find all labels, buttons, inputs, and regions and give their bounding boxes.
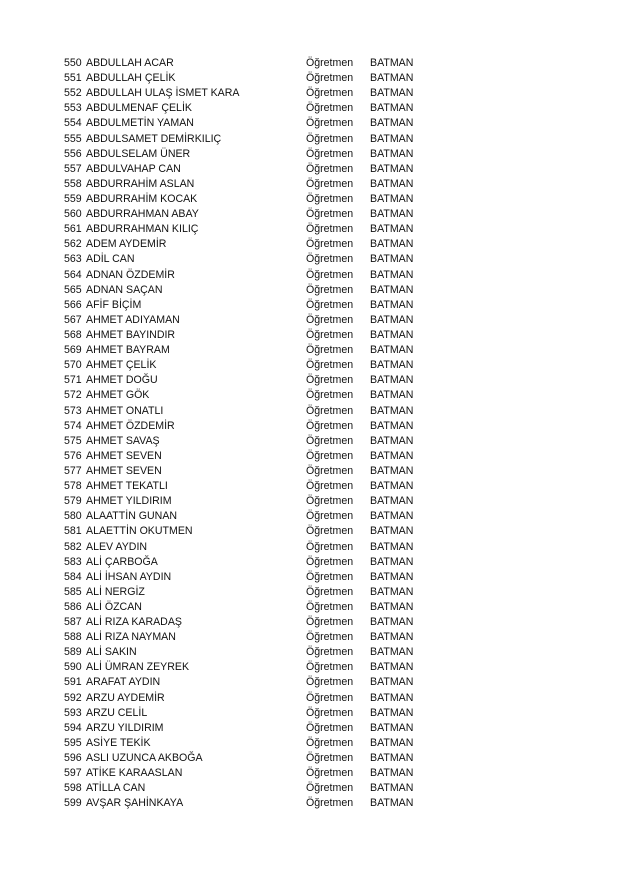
person-name: ABDURRAHMAN ABAY <box>86 208 199 221</box>
person-name: ALİ ÇARBOĞA <box>86 555 158 568</box>
city: BATMAN <box>370 434 414 447</box>
list-row <box>0 464 620 479</box>
list-row <box>0 132 620 147</box>
city: BATMAN <box>370 585 414 598</box>
person-name: ALİ İHSAN AYDIN <box>86 570 172 583</box>
city: BATMAN <box>370 162 414 175</box>
person-name: ABDULLAH ACAR <box>86 57 174 69</box>
row-number: 589 <box>64 646 82 659</box>
list-row <box>0 313 620 328</box>
city: BATMAN <box>370 87 414 100</box>
role: Öğretmen <box>306 132 354 145</box>
role: Öğretmen <box>306 374 354 387</box>
city: BATMAN <box>370 767 414 780</box>
row-number: 564 <box>64 268 82 281</box>
city: BATMAN <box>370 510 414 523</box>
person-name: AHMET ADIYAMAN <box>86 313 180 326</box>
role: Öğretmen <box>306 344 354 357</box>
person-name: ABDULLAH ÇELİK <box>86 72 176 85</box>
row-number: 557 <box>64 162 82 175</box>
list-row <box>0 283 620 298</box>
person-name: AHMET BAYRAM <box>86 344 170 357</box>
person-name: AHMET ONATLI <box>86 404 164 417</box>
row-number: 556 <box>64 147 82 160</box>
row-number: 562 <box>64 238 82 251</box>
city: BATMAN <box>370 132 414 145</box>
city: BATMAN <box>370 359 414 372</box>
city: BATMAN <box>370 72 414 85</box>
role: Öğretmen <box>306 208 354 221</box>
list-row <box>0 358 620 373</box>
teacher-list <box>0 56 620 811</box>
row-number: 570 <box>64 359 82 372</box>
list-row <box>0 691 620 706</box>
city: BATMAN <box>370 374 414 387</box>
list-row <box>0 630 620 645</box>
person-name: ATİKE KARAASLAN <box>86 767 183 780</box>
row-number: 555 <box>64 132 82 145</box>
person-name: ADİL CAN <box>86 253 135 266</box>
list-row <box>0 207 620 222</box>
list-row <box>0 585 620 600</box>
person-name: ALİ NERGİZ <box>86 585 145 598</box>
role: Öğretmen <box>306 253 354 266</box>
role: Öğretmen <box>306 570 354 583</box>
list-row <box>0 434 620 449</box>
row-number: 554 <box>64 117 82 130</box>
row-number: 558 <box>64 177 82 190</box>
person-name: ABDULSAMET DEMİRKILIÇ <box>86 132 222 145</box>
city: BATMAN <box>370 464 414 477</box>
role: Öğretmen <box>306 434 354 447</box>
list-row <box>0 237 620 252</box>
city: BATMAN <box>370 223 414 236</box>
city: BATMAN <box>370 555 414 568</box>
city: BATMAN <box>370 102 414 115</box>
row-number: 598 <box>64 782 82 795</box>
city: BATMAN <box>370 404 414 417</box>
person-name: ABDULVAHAP CAN <box>86 162 181 175</box>
list-row <box>0 796 620 811</box>
role: Öğretmen <box>306 102 354 115</box>
list-row <box>0 615 620 630</box>
role: Öğretmen <box>306 117 354 130</box>
list-row <box>0 222 620 237</box>
person-name: ABDULMENAF ÇELİK <box>86 102 192 115</box>
list-row <box>0 86 620 101</box>
list-row <box>0 570 620 585</box>
city: BATMAN <box>370 646 414 659</box>
list-row <box>0 540 620 555</box>
role: Öğretmen <box>306 540 354 553</box>
person-name: ASLI UZUNCA AKBOĞA <box>86 752 203 765</box>
role: Öğretmen <box>306 525 354 538</box>
role: Öğretmen <box>306 419 354 432</box>
list-row <box>0 192 620 207</box>
role: Öğretmen <box>306 449 354 462</box>
row-number: 559 <box>64 192 82 205</box>
role: Öğretmen <box>306 736 354 749</box>
role: Öğretmen <box>306 177 354 190</box>
city: BATMAN <box>370 797 414 810</box>
role: Öğretmen <box>306 162 354 175</box>
list-row <box>0 721 620 736</box>
city: BATMAN <box>370 752 414 765</box>
role: Öğretmen <box>306 661 354 674</box>
row-number: 561 <box>64 223 82 236</box>
row-number: 595 <box>64 736 82 749</box>
person-name: ARAFAT AYDIN <box>86 676 161 689</box>
role: Öğretmen <box>306 495 354 508</box>
person-name: ABDURRAHİM KOCAK <box>86 192 198 205</box>
list-row <box>0 252 620 267</box>
row-number: 581 <box>64 525 82 538</box>
list-row <box>0 509 620 524</box>
city: BATMAN <box>370 570 414 583</box>
list-row <box>0 524 620 539</box>
city: BATMAN <box>370 449 414 462</box>
city: BATMAN <box>370 344 414 357</box>
role: Öğretmen <box>306 87 354 100</box>
list-row <box>0 600 620 615</box>
city: BATMAN <box>370 147 414 160</box>
city: BATMAN <box>370 600 414 613</box>
list-row <box>0 101 620 116</box>
role: Öğretmen <box>306 313 354 326</box>
city: BATMAN <box>370 192 414 205</box>
city: BATMAN <box>370 782 414 795</box>
role: Öğretmen <box>306 480 354 493</box>
row-number: 592 <box>64 691 82 704</box>
list-row <box>0 147 620 162</box>
role: Öğretmen <box>306 72 354 85</box>
person-name: ABDURRAHİM ASLAN <box>86 177 195 190</box>
person-name: AHMET ÖZDEMİR <box>86 419 175 432</box>
person-name: AHMET SEVEN <box>86 449 162 462</box>
role: Öğretmen <box>306 223 354 236</box>
list-row <box>0 479 620 494</box>
person-name: ABDULLAH ULAŞ İSMET KARA <box>86 87 240 100</box>
role: Öğretmen <box>306 238 354 251</box>
role: Öğretmen <box>306 631 354 644</box>
list-row <box>0 298 620 313</box>
row-number: 550 <box>64 57 82 69</box>
row-number: 578 <box>64 480 82 493</box>
row-number: 571 <box>64 374 82 387</box>
row-number: 567 <box>64 313 82 326</box>
list-row <box>0 328 620 343</box>
role: Öğretmen <box>306 464 354 477</box>
city: BATMAN <box>370 283 414 296</box>
list-row <box>0 555 620 570</box>
row-number: 563 <box>64 253 82 266</box>
row-number: 560 <box>64 208 82 221</box>
role: Öğretmen <box>306 706 354 719</box>
person-name: ABDULSELAM ÜNER <box>86 147 191 160</box>
row-number: 553 <box>64 102 82 115</box>
row-number: 569 <box>64 344 82 357</box>
row-number: 583 <box>64 555 82 568</box>
person-name: ABDURRAHMAN KILIÇ <box>86 223 199 236</box>
city: BATMAN <box>370 480 414 493</box>
row-number: 588 <box>64 631 82 644</box>
list-row <box>0 343 620 358</box>
list-row <box>0 706 620 721</box>
row-number: 576 <box>64 449 82 462</box>
role: Öğretmen <box>306 57 354 69</box>
city: BATMAN <box>370 419 414 432</box>
list-row <box>0 675 620 690</box>
city: BATMAN <box>370 616 414 629</box>
person-name: ALAETTİN OKUTMEN <box>86 525 193 538</box>
row-number: 552 <box>64 87 82 100</box>
city: BATMAN <box>370 721 414 734</box>
person-name: ALEV AYDIN <box>86 540 148 553</box>
row-number: 551 <box>64 72 82 85</box>
role: Öğretmen <box>306 585 354 598</box>
list-row <box>0 751 620 766</box>
person-name: ADEM AYDEMİR <box>86 238 167 251</box>
list-row <box>0 494 620 509</box>
row-number: 593 <box>64 706 82 719</box>
city: BATMAN <box>370 661 414 674</box>
row-number: 573 <box>64 404 82 417</box>
list-row <box>0 404 620 419</box>
person-name: AFİF BİÇİM <box>86 298 142 311</box>
role: Öğretmen <box>306 691 354 704</box>
person-name: ALİ SAKIN <box>86 646 137 659</box>
person-name: AHMET YILDIRIM <box>86 495 172 508</box>
role: Öğretmen <box>306 797 354 810</box>
row-number: 568 <box>64 328 82 341</box>
list-row <box>0 56 620 71</box>
role: Öğretmen <box>306 782 354 795</box>
city: BATMAN <box>370 238 414 251</box>
row-number: 584 <box>64 570 82 583</box>
person-name: AHMET ÇELİK <box>86 359 157 372</box>
list-row <box>0 766 620 781</box>
city: BATMAN <box>370 57 414 69</box>
role: Öğretmen <box>306 752 354 765</box>
role: Öğretmen <box>306 510 354 523</box>
row-number: 590 <box>64 661 82 674</box>
role: Öğretmen <box>306 328 354 341</box>
role: Öğretmen <box>306 268 354 281</box>
row-number: 575 <box>64 434 82 447</box>
city: BATMAN <box>370 117 414 130</box>
role: Öğretmen <box>306 283 354 296</box>
person-name: ALAATTİN GUNAN <box>86 510 178 523</box>
person-name: ABDULMETİN YAMAN <box>86 117 194 130</box>
person-name: ARZU CELİL <box>86 706 148 719</box>
row-number: 580 <box>64 510 82 523</box>
row-number: 577 <box>64 464 82 477</box>
person-name: ATİLLA CAN <box>86 782 146 795</box>
person-name: ARZU YILDIRIM <box>86 721 164 734</box>
person-name: ALİ RIZA KARADAŞ <box>86 616 182 629</box>
city: BATMAN <box>370 706 414 719</box>
row-number: 596 <box>64 752 82 765</box>
row-number: 594 <box>64 721 82 734</box>
row-number: 586 <box>64 600 82 613</box>
role: Öğretmen <box>306 298 354 311</box>
person-name: AHMET GÖK <box>86 389 150 402</box>
row-number: 566 <box>64 298 82 311</box>
list-row <box>0 645 620 660</box>
role: Öğretmen <box>306 404 354 417</box>
role: Öğretmen <box>306 389 354 402</box>
city: BATMAN <box>370 525 414 538</box>
role: Öğretmen <box>306 192 354 205</box>
person-name: AHMET TEKATLI <box>86 480 168 493</box>
city: BATMAN <box>370 540 414 553</box>
role: Öğretmen <box>306 676 354 689</box>
role: Öğretmen <box>306 767 354 780</box>
city: BATMAN <box>370 313 414 326</box>
list-row <box>0 660 620 675</box>
city: BATMAN <box>370 268 414 281</box>
city: BATMAN <box>370 389 414 402</box>
row-number: 587 <box>64 616 82 629</box>
list-row <box>0 388 620 403</box>
person-name: ALİ ÖZCAN <box>86 600 142 613</box>
person-name: AHMET DOĞU <box>86 374 158 387</box>
row-number: 565 <box>64 283 82 296</box>
row-number: 582 <box>64 540 82 553</box>
list-row <box>0 268 620 283</box>
person-name: ADNAN ÖZDEMİR <box>86 268 175 281</box>
list-row <box>0 162 620 177</box>
row-number: 591 <box>64 676 82 689</box>
list-row <box>0 116 620 131</box>
role: Öğretmen <box>306 555 354 568</box>
person-name: ALİ ÜMRAN ZEYREK <box>86 661 190 674</box>
city: BATMAN <box>370 298 414 311</box>
list-row <box>0 419 620 434</box>
row-number: 572 <box>64 389 82 402</box>
row-number: 574 <box>64 419 82 432</box>
person-name: ARZU AYDEMİR <box>86 691 165 704</box>
city: BATMAN <box>370 328 414 341</box>
role: Öğretmen <box>306 359 354 372</box>
list-row <box>0 177 620 192</box>
person-name: ALİ RIZA NAYMAN <box>86 631 176 644</box>
role: Öğretmen <box>306 600 354 613</box>
list-row <box>0 71 620 86</box>
person-name: ADNAN SAÇAN <box>86 283 163 296</box>
city: BATMAN <box>370 631 414 644</box>
list-row <box>0 736 620 751</box>
city: BATMAN <box>370 208 414 221</box>
row-number: 579 <box>64 495 82 508</box>
row-number: 597 <box>64 767 82 780</box>
city: BATMAN <box>370 253 414 266</box>
list-row <box>0 781 620 796</box>
list-row <box>0 449 620 464</box>
list-row <box>0 373 620 388</box>
role: Öğretmen <box>306 616 354 629</box>
row-number: 585 <box>64 585 82 598</box>
person-name: AHMET BAYINDIR <box>86 328 176 341</box>
role: Öğretmen <box>306 646 354 659</box>
person-name: AHMET SAVAŞ <box>86 434 160 447</box>
person-name: AHMET SEVEN <box>86 464 162 477</box>
role: Öğretmen <box>306 147 354 160</box>
role: Öğretmen <box>306 721 354 734</box>
person-name: ASİYE TEKİK <box>86 736 151 749</box>
city: BATMAN <box>370 495 414 508</box>
person-name: AVŞAR ŞAHİNKAYA <box>86 797 184 810</box>
row-number: 599 <box>64 797 82 810</box>
city: BATMAN <box>370 676 414 689</box>
city: BATMAN <box>370 691 414 704</box>
city: BATMAN <box>370 736 414 749</box>
city: BATMAN <box>370 177 414 190</box>
